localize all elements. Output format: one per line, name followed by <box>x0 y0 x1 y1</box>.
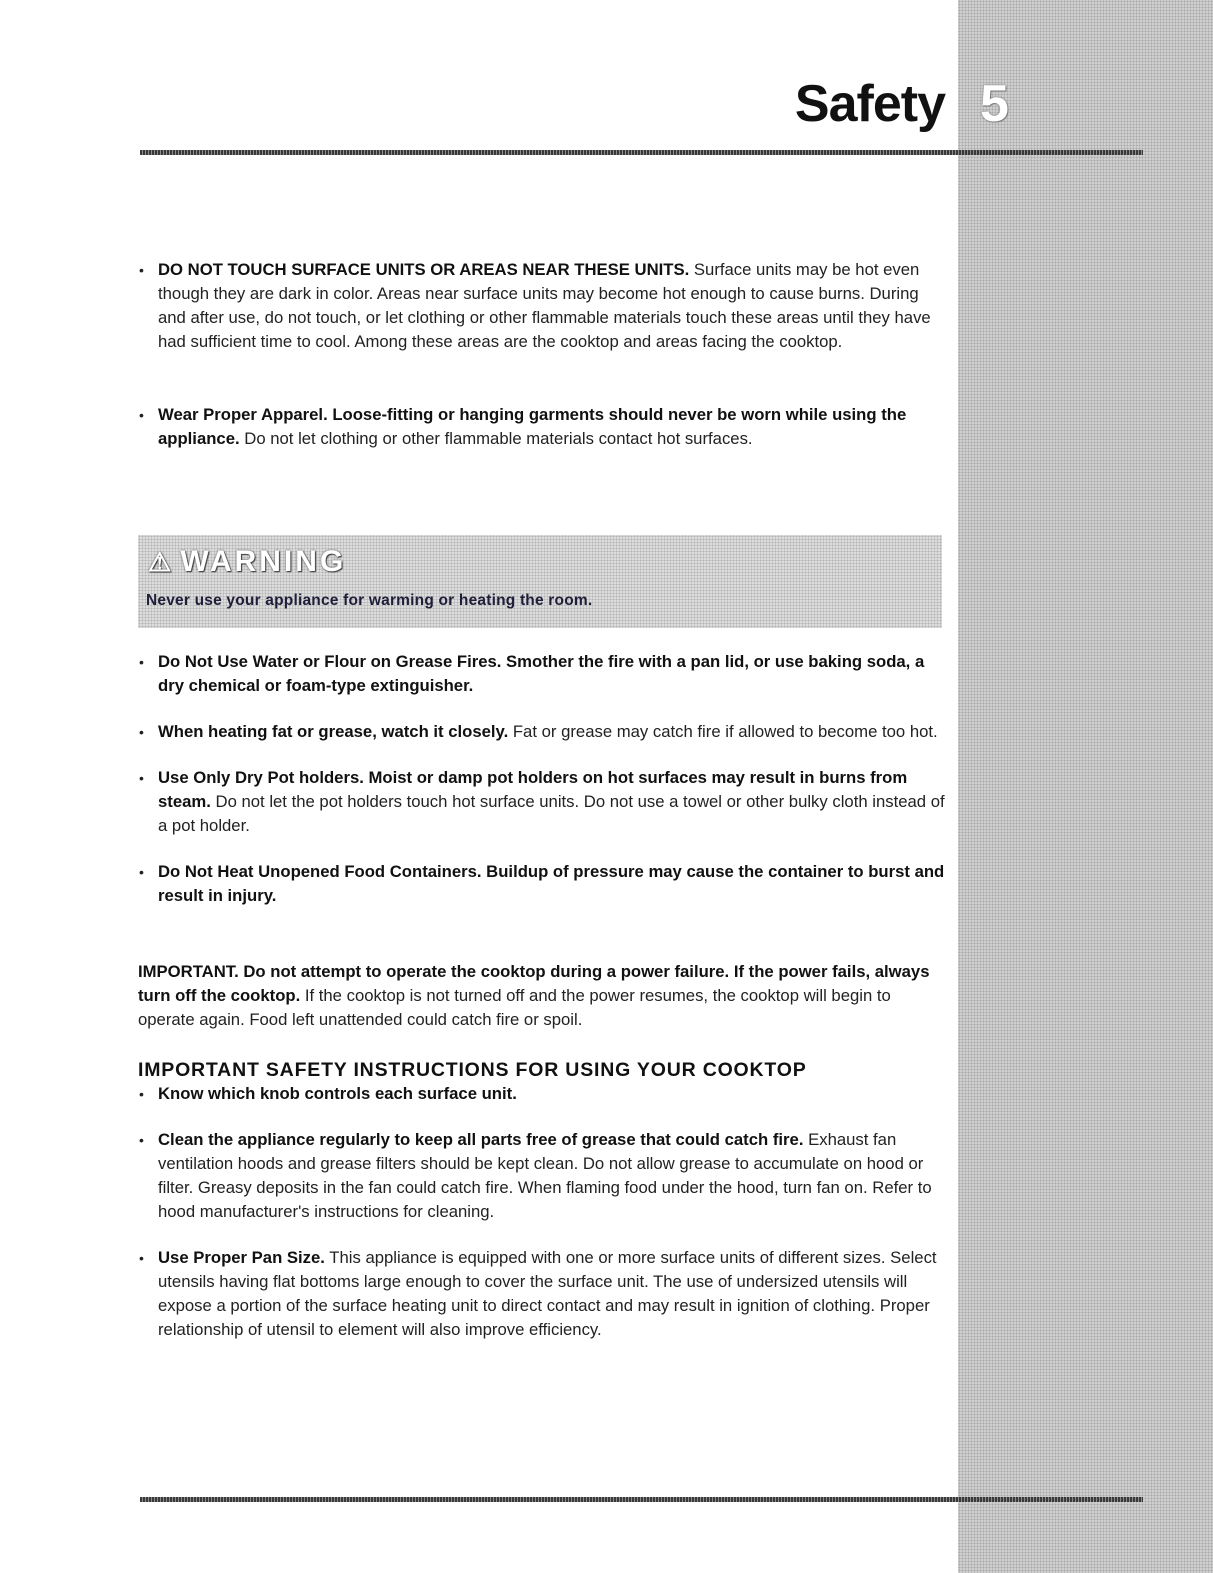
side-band <box>958 0 1213 1573</box>
item-text: Surface units may be hot even though they are dark in color. Areas near surface units may become hot enough to cause burns. During and after use, do not touch, or let clothing or other flammable materials touch these areas until they have had sufficient time to cool. Among these areas are the cooktop and areas facing the cooktop. <box>158 260 931 351</box>
warning-title <box>148 545 346 579</box>
bullet-icon: • <box>139 724 144 740</box>
bullet-icon: • <box>139 770 144 786</box>
warning-label: WARNING <box>180 545 347 578</box>
list-item <box>138 650 946 698</box>
safety-list-top <box>138 258 946 451</box>
bullet-icon: • <box>139 407 144 423</box>
bullet-icon: • <box>139 864 144 880</box>
item-text: Do not let clothing or other flammable materials contact hot surfaces. <box>239 429 753 448</box>
item-bold: Clean the appliance regularly to keep all parts free of grease that could catch fire. <box>158 1130 804 1149</box>
bullet-icon: • <box>139 262 144 278</box>
item-bold: DO NOT TOUCH SURFACE UNITS OR AREAS NEAR THESE UNITS. <box>158 260 690 279</box>
item-bold: Wear Proper Apparel. Loose-fitting or hanging garments should never be worn while using the appliance. <box>158 405 907 448</box>
item-text: Do not let the pot holders touch hot surface units. Do not use a towel or other bulky cloth instead of a pot holder. <box>158 792 945 835</box>
item-bold: Do Not Heat Unopened Food Containers. Buildup of pressure may cause the container to burst and result in injury. <box>158 862 945 905</box>
list-item <box>138 403 946 451</box>
list-item <box>138 1246 946 1342</box>
warning-triangle-icon: ⚠ <box>148 547 175 577</box>
item-text: Exhaust fan ventilation hoods and grease filters should be kept clean. Do not allow grease to accumulate on hood or filter. Greasy deposits in the fan could catch fire. When flaming food under the hood, turn fan on. Refer to hood manufacturer's instructions for cleaning. <box>158 1130 932 1221</box>
page-title: Safety <box>794 75 945 133</box>
important-text: If the cooktop is not turned off and the power resumes, the cooktop will begin to operate again. Food left unattended could catch fire or spoil. <box>138 986 891 1029</box>
important-paragraph <box>138 960 946 1032</box>
warning-text: Never use your appliance for warming or heating the room. <box>146 592 593 609</box>
bullet-icon: • <box>139 654 144 670</box>
item-bold: Use Only Dry Pot holders. Moist or damp pot holders on hot surfaces may result in burns from steam. <box>158 768 908 811</box>
list-item <box>138 720 946 744</box>
item-text: Fat or grease may catch fire if allowed to become too hot. <box>508 722 938 741</box>
warning-box <box>138 535 942 628</box>
section-heading: IMPORTANT SAFETY INSTRUCTIONS FOR USING YOUR COOKTOP <box>138 1059 807 1081</box>
footer-rule <box>140 1497 1143 1502</box>
instructions-section <box>138 1058 946 1342</box>
item-bold: Use Proper Pan Size. <box>158 1248 325 1267</box>
item-bold: When heating fat or grease, watch it closely. <box>158 722 509 741</box>
bullet-icon: • <box>139 1086 144 1102</box>
bullet-icon: • <box>139 1250 144 1266</box>
page-number: 5 <box>980 75 1009 133</box>
safety-list-mid <box>138 650 946 908</box>
header-rule <box>140 150 1143 155</box>
item-text: This appliance is equipped with one or more surface units of different sizes. Select utensils having flat bottoms large enough to cover the surface unit. The use of undersized utensils will expose a portion of the surface heating unit to direct contact and may result in ignition of clothing. Proper relationship of utensil to element will also improve efficiency. <box>158 1248 937 1339</box>
item-bold: Do Not Use Water or Flour on Grease Fires. Smother the fire with a pan lid, or use baking soda, a dry chemical or foam-type extinguisher. <box>158 652 925 695</box>
page-header <box>0 0 1213 160</box>
item-bold: Know which knob controls each surface unit. <box>158 1084 517 1103</box>
list-item <box>138 258 946 354</box>
list-item <box>138 1128 946 1224</box>
list-item <box>138 1082 946 1106</box>
bullet-icon: • <box>139 1132 144 1148</box>
list-item <box>138 766 946 838</box>
important-bold: IMPORTANT. Do not attempt to operate the cooktop during a power failure. If the power fails, always turn off the cooktop. <box>138 962 930 1005</box>
list-item <box>138 860 946 908</box>
